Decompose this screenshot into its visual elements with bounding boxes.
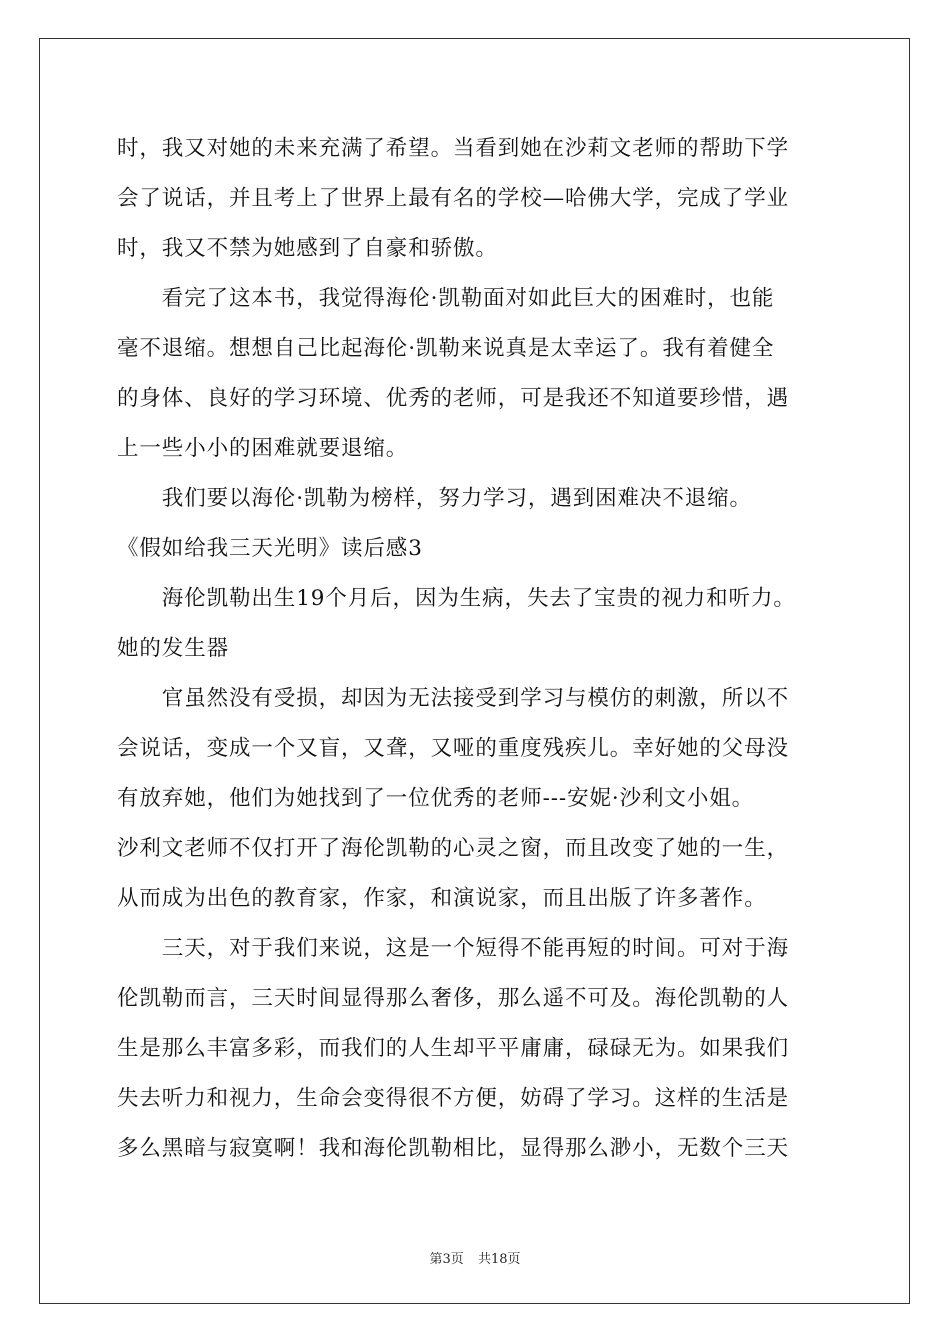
page-number: 第3页 [429,1252,464,1267]
text-line: 从而成为出色的教育家，作家，和演说家，而且出版了许多著作。 [117,886,767,911]
text-line: 会了说话，并且考上了世界上最有名的学校—哈佛大学，完成了学业 [117,186,790,211]
text-line: 她的发生器 [117,636,230,661]
text-line: 伦凯勒而言，三天时间显得那么奢侈，那么遥不可及。海伦凯勒的人 [117,986,790,1011]
text-line: 看完了这本书，我觉得海伦·凯勒面对如此巨大的困难时，也能 [117,286,775,311]
text-line: 时，我又对她的未来充满了希望。当看到她在沙莉文老师的帮助下学 [117,136,790,161]
text-line: 海伦凯勒出生19个月后，因为生病，失去了宝贵的视力和听力。 [117,586,796,611]
text-line: 生是那么丰富多彩，而我们的人生却平平庸庸，碌碌无为。如果我们 [117,1036,790,1061]
text-line: 时，我又不禁为她感到了自豪和骄傲。 [117,236,498,261]
page-total: 共18页 [477,1252,521,1267]
text-line: 的身体、良好的学习环境、优秀的老师，可是我还不知道要珍惜，遇 [117,386,790,411]
section-heading: 《假如给我三天光明》读后感3 [117,536,423,561]
text-line: 三天，对于我们来说，这是一个短得不能再短的时间。可对于海 [117,936,790,961]
text-line: 官虽然没有受损，却因为无法接受到学习与模仿的刺激，所以不 [117,686,790,711]
page-footer [0,1248,950,1267]
text-line: 多么黑暗与寂寞啊！我和海伦凯勒相比，显得那么渺小，无数个三天 [117,1136,790,1161]
text-line: 失去听力和视力，生命会变得很不方便，妨碍了学习。这样的生活是 [117,1086,790,1111]
text-line: 毫不退缩。想想自己比起海伦·凯勒来说真是太幸运了。我有着健全 [117,336,775,361]
text-line: 有放弃她，他们为她找到了一位优秀的老师---安妮·沙利文小姐。 [117,786,755,811]
text-line: 我们要以海伦·凯勒为榜样，努力学习，遇到困难决不退缩。 [117,486,752,511]
text-line: 沙利文老师不仅打开了海伦凯勒的心灵之窗，而且改变了她的一生， [117,836,790,861]
text-line: 上一些小小的困难就要退缩。 [117,436,409,461]
document-body [117,124,837,1174]
text-line: 会说话，变成一个又盲，又聋，又哑的重度残疾儿。幸好她的父母没 [117,736,790,761]
